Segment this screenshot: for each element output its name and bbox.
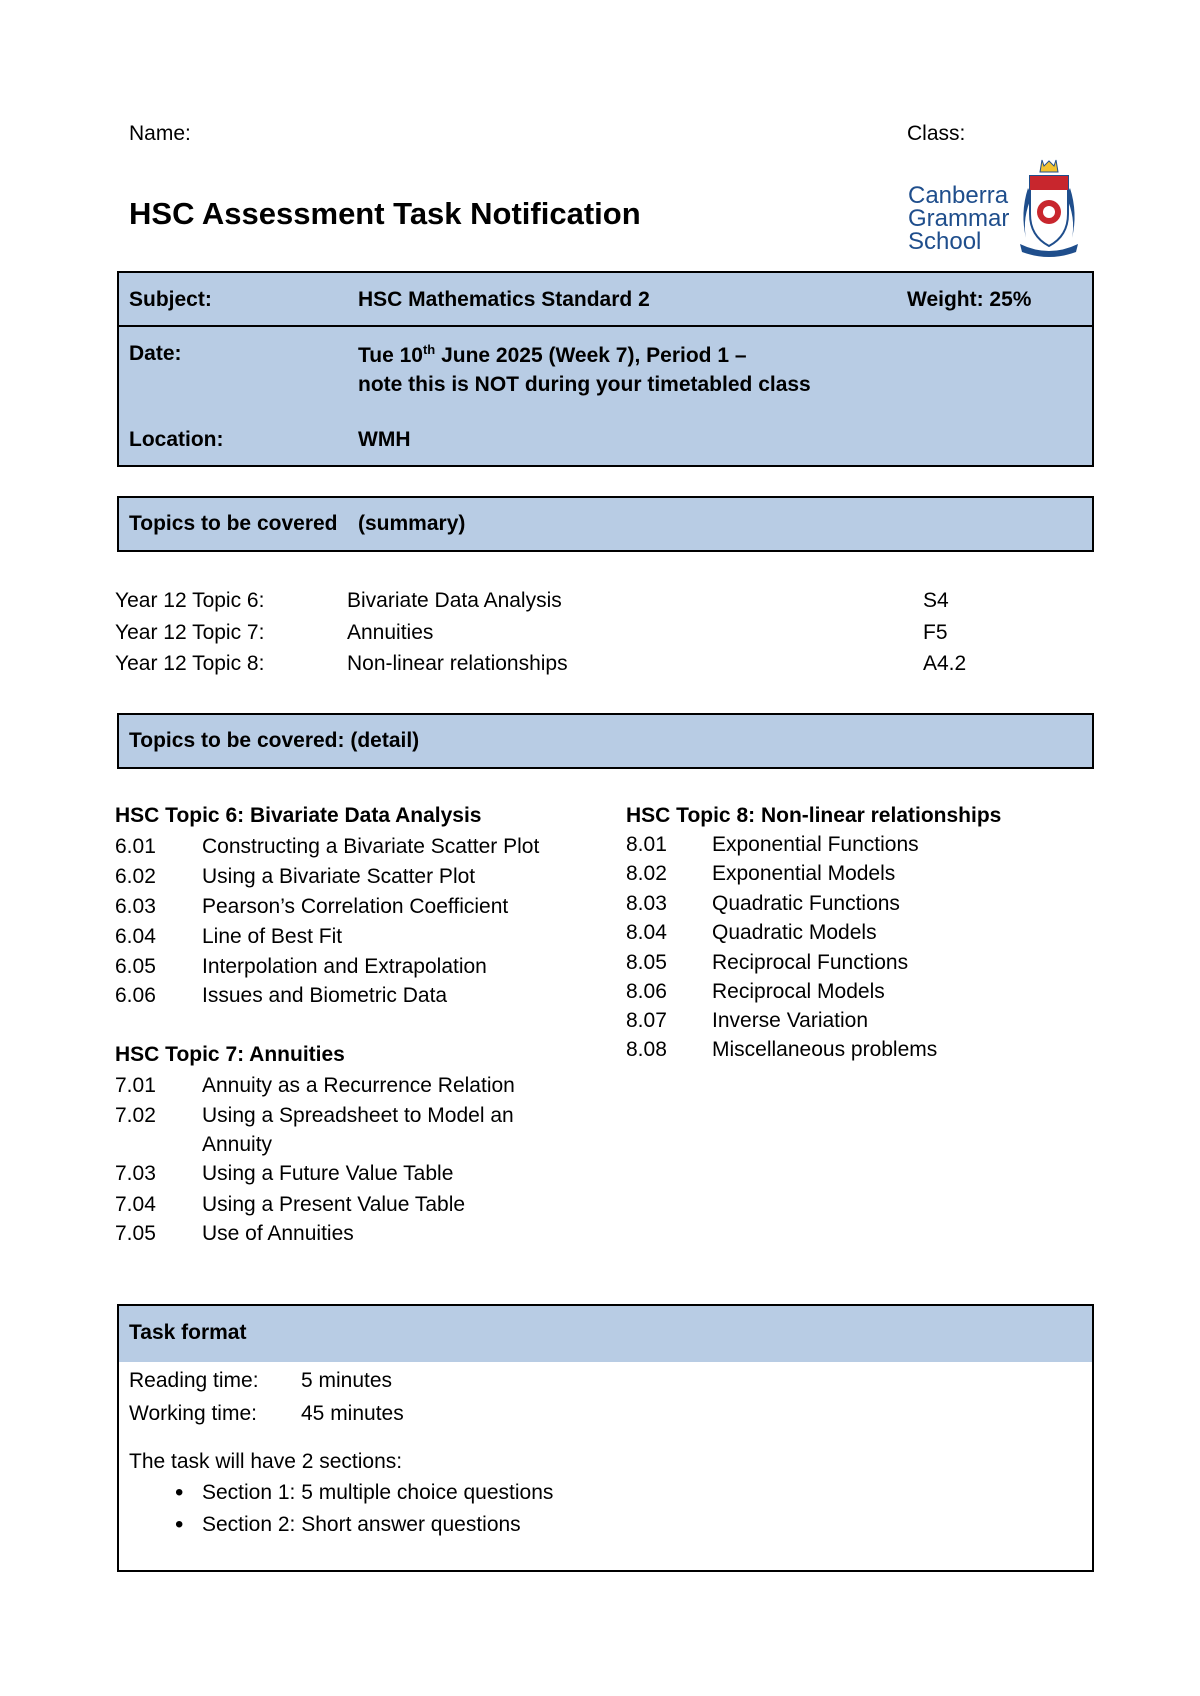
class-label: Class: bbox=[907, 122, 966, 145]
working-time-label: Working time: bbox=[129, 1402, 257, 1425]
sections-intro: The task will have 2 sections: bbox=[129, 1450, 403, 1473]
topic-item-text: Reciprocal Functions bbox=[712, 951, 909, 974]
summary-row-name: Annuities bbox=[347, 621, 434, 644]
topic-item-num: 8.06 bbox=[626, 980, 667, 1003]
topic-item-num: 8.04 bbox=[626, 921, 667, 944]
topic-item-num: 7.03 bbox=[115, 1162, 156, 1185]
reading-time-value: 5 minutes bbox=[301, 1369, 393, 1392]
topic-item-num: 6.01 bbox=[115, 835, 156, 858]
topic8-title: HSC Topic 8: Non-linear relationships bbox=[626, 804, 1002, 827]
page-title: HSC Assessment Task Notification bbox=[129, 196, 641, 231]
topic-item-text: Inverse Variation bbox=[712, 1009, 869, 1032]
summary-row-code: F5 bbox=[923, 621, 948, 644]
topic-item-text: Using a Future Value Table bbox=[202, 1162, 454, 1185]
section-item: • Section 1: 5 multiple choice questions bbox=[129, 1477, 1029, 1509]
topic-item-num: 7.02 bbox=[115, 1104, 156, 1127]
topic-item-text: Line of Best Fit bbox=[202, 925, 343, 948]
logo-text: Canberra Grammar School bbox=[908, 182, 1010, 255]
topic-item-num: 6.02 bbox=[115, 865, 156, 888]
topic-item-text: Constructing a Bivariate Scatter Plot bbox=[202, 835, 540, 858]
topic-item-num: 6.04 bbox=[115, 925, 156, 948]
location-label: Location: bbox=[129, 428, 224, 451]
topic-item-num: 6.05 bbox=[115, 955, 156, 978]
school-logo bbox=[908, 158, 1088, 258]
topic-item-text: Annuity as a Recurrence Relation bbox=[202, 1074, 515, 1097]
info-divider bbox=[119, 325, 1092, 327]
detail-heading: Topics to be covered: (detail) bbox=[129, 729, 420, 752]
name-label: Name: bbox=[129, 122, 191, 145]
topic-item-text: Pearson’s Correlation Coefficient bbox=[202, 895, 509, 918]
topic-item-text: Quadratic Models bbox=[712, 921, 877, 944]
topic-item-num: 8.02 bbox=[626, 862, 667, 885]
date-label: Date: bbox=[129, 342, 182, 365]
task-format-heading: Task format bbox=[129, 1321, 247, 1344]
topic-item-text-cont: Annuity bbox=[202, 1133, 273, 1156]
summary-heading-note: (summary) bbox=[358, 512, 466, 535]
summary-row-code: A4.2 bbox=[923, 652, 967, 675]
summary-row-code: S4 bbox=[923, 589, 949, 612]
weight-value: Weight: 25% bbox=[907, 288, 1032, 311]
school-crest-icon bbox=[1016, 158, 1082, 258]
topic-item-num: 8.08 bbox=[626, 1038, 667, 1061]
summary-heading: Topics to be covered bbox=[129, 512, 338, 535]
topic7-title: HSC Topic 7: Annuities bbox=[115, 1043, 345, 1066]
summary-row-name: Non-linear relationships bbox=[347, 652, 568, 675]
topic-item-text: Using a Present Value Table bbox=[202, 1193, 466, 1216]
topic-item-num: 8.03 bbox=[626, 892, 667, 915]
topic-item-text: Interpolation and Extrapolation bbox=[202, 955, 487, 978]
topic-item-text: Issues and Biometric Data bbox=[202, 984, 448, 1007]
summary-row-label: Year 12 Topic 6: bbox=[115, 589, 265, 612]
topic-item-text: Use of Annuities bbox=[202, 1222, 354, 1245]
summary-row-label: Year 12 Topic 8: bbox=[115, 652, 265, 675]
topic-item-text: Using a Spreadsheet to Model an bbox=[202, 1104, 514, 1127]
topic-item-num: 8.07 bbox=[626, 1009, 667, 1032]
sections-list bbox=[129, 1477, 1029, 1541]
topic-item-text: Reciprocal Models bbox=[712, 980, 885, 1003]
topic-item-text: Using a Bivariate Scatter Plot bbox=[202, 865, 476, 888]
location-value: WMH bbox=[358, 428, 411, 451]
subject-value: HSC Mathematics Standard 2 bbox=[358, 288, 650, 311]
subject-label: Subject: bbox=[129, 288, 212, 311]
topic6-title: HSC Topic 6: Bivariate Data Analysis bbox=[115, 804, 482, 827]
task-format-heading-band bbox=[119, 1306, 1092, 1362]
topic-item-text: Exponential Functions bbox=[712, 833, 919, 856]
working-time-value: 45 minutes bbox=[301, 1402, 404, 1425]
topic-item-num: 7.05 bbox=[115, 1222, 156, 1245]
date-note: note this is NOT during your timetabled class bbox=[358, 373, 811, 396]
date-value: Tue 10th June 2025 (Week 7), Period 1 – bbox=[358, 342, 747, 367]
topic-item-num: 8.01 bbox=[626, 833, 667, 856]
topic-item-num: 8.05 bbox=[626, 951, 667, 974]
reading-time-label: Reading time: bbox=[129, 1369, 259, 1392]
summary-row-label: Year 12 Topic 7: bbox=[115, 621, 265, 644]
section-item: • Section 2: Short answer questions bbox=[129, 1509, 1029, 1541]
topic-item-num: 6.03 bbox=[115, 895, 156, 918]
topic-item-text: Miscellaneous problems bbox=[712, 1038, 938, 1061]
topic-item-num: 7.04 bbox=[115, 1193, 156, 1216]
topic-item-text: Exponential Models bbox=[712, 862, 896, 885]
topic-item-text: Quadratic Functions bbox=[712, 892, 900, 915]
topic-item-num: 6.06 bbox=[115, 984, 156, 1007]
summary-row-name: Bivariate Data Analysis bbox=[347, 589, 562, 612]
topic-item-num: 7.01 bbox=[115, 1074, 156, 1097]
